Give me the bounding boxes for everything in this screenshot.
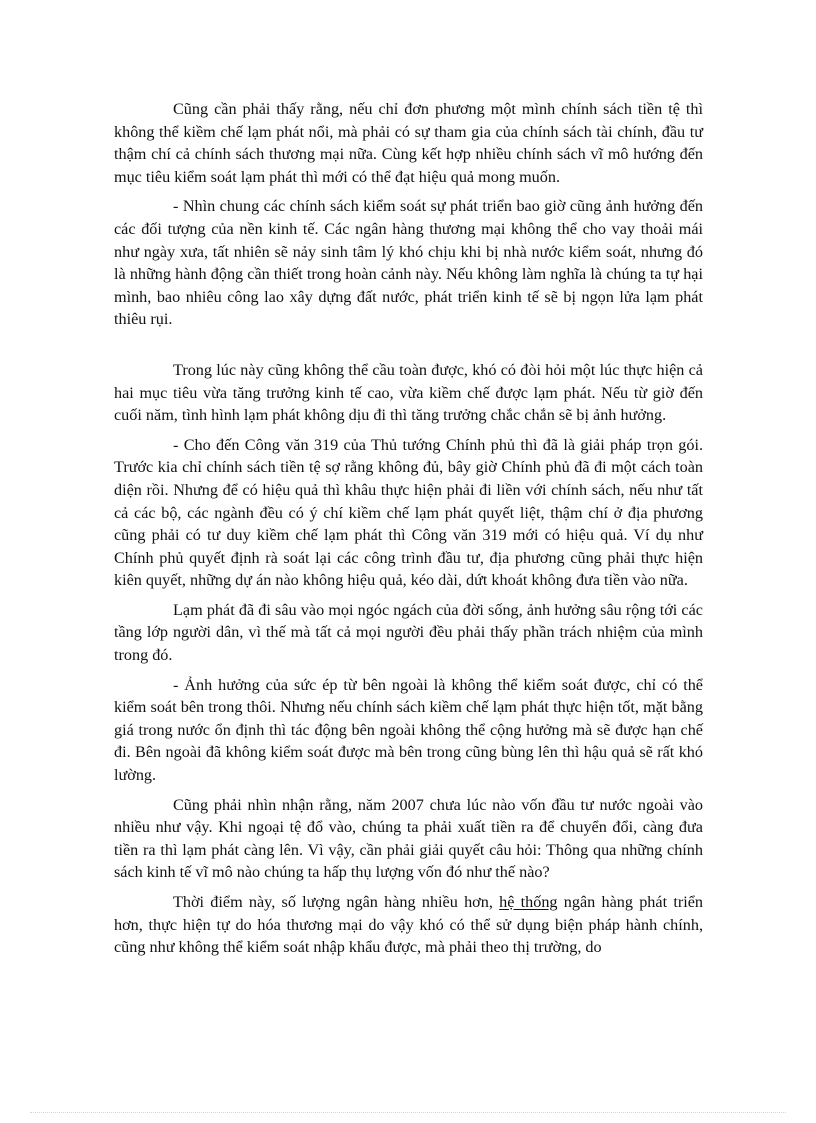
he-thong-link[interactable]: hệ thống [499, 893, 558, 911]
paragraph-5: Lạm phát đã đi sâu vào mọi ngóc ngách của đời sống, ảnh hưởng sâu rộng tới các tầng lớp người dân, vì thế mà tất cả mọi người đều phải thấy phần trách nhiệm của mình trong đó. [114, 600, 703, 665]
paragraph-1: Cũng cần phải thấy rằng, nếu chỉ đơn phương một mình chính sách tiền tệ thì không thể kiềm chế lạm phát nổi, mà phải có sự tham gia của chính sách tài chính, đầu tư thậm chí cả chính sách thương mại nữa. Cùng kết hợp nhiều chính sách vĩ mô hướng đến mục tiêu kiểm soát lạm phát thì mới có thể đạt hiệu quả mong muốn. [114, 100, 703, 186]
paragraph-2: - Nhìn chung các chính sách kiểm soát sự phát triển bao giờ cũng ảnh hưởng đến các đối tượng của nền kinh tế. Các ngân hàng thương mại không thể cho vay thoải mái như ngày xưa, tất nhiên sẽ nảy sinh tâm lý khó chịu khi bị nhà nước kiểm soát, nhưng đó là những hành động cần thiết trong hoàn cảnh này. Nếu không làm nghĩa là chúng ta tự hại mình, bao nhiêu công lao xây dựng đất nước, phát triển kinh tế sẽ bị ngọn lửa lạm phát thiêu rụi. [114, 197, 703, 329]
paragraph-6: - Ảnh hưởng của sức ép từ bên ngoài là không thể kiểm soát được, chỉ có thể kiểm soát bên trong thôi. Nhưng nếu chính sách kiềm chế lạm phát thực hiện tốt, mặt bằng giá trong nước ổn định thì tác động bên ngoài không thể cộng hưởng mà sẽ được hạn chế đi. Bên ngoài đã không kiểm soát được mà bên trong cũng bùng lên thì hậu quả sẽ rất khó lường. [114, 675, 703, 785]
paragraph-8 [114, 891, 703, 959]
paragraph-3: Trong lúc này cũng không thể cầu toàn được, khó có đòi hỏi một lúc thực hiện cả hai mục tiêu vừa tăng trưởng kinh tế cao, vừa kiềm chế được lạm phát. Nếu từ giờ đến cuối năm, tình hình lạm phát không dịu đi thì tăng trưởng chắc chắn sẽ bị ảnh hưởng. [114, 360, 703, 425]
paragraph-4: - Cho đến Công văn 319 của Thủ tướng Chính phủ thì đã là giải pháp trọn gói. Trước kia chỉ chính sách tiền tệ sợ rằng không đủ, bây giờ Chính phủ đã đi một cách toàn diện rồi. Nhưng để có hiệu quả thì khâu thực hiện phải đi liền với chính sách, nếu như tất cả các bộ, các ngành đều có ý chí kiềm chế lạm phát quyết liệt, thậm chí ở địa phương cũng phải có tư duy kiềm chế lạm phát thì Công văn 319 mới có hiệu quả. Ví dụ như Chính phủ quyết định rà soát lại các công trình đầu tư, địa phương cũng phải thực hiện kiên quyết, những dự án nào không hiệu quả, kéo dài, dứt khoát không đưa tiền vào nữa. [114, 435, 703, 590]
page-bottom-divider [30, 1112, 786, 1113]
paragraph-7: Cũng phải nhìn nhận rằng, năm 2007 chưa lúc nào vốn đầu tư nước ngoài vào nhiều như vậy. Khi ngoại tệ đổ vào, chúng ta phải xuất tiền ra để chuyển đổi, càng đưa tiền ra thì lạm phát càng lên. Vì vậy, cần phải giải quyết câu hỏi: Thông qua những chính sách kinh tế vĩ mô nào chúng ta hấp thụ lượng vốn đó như thế nào? [114, 795, 703, 882]
document-body [114, 98, 703, 966]
paragraph-8-start: Thời điểm này, số lượng ngân hàng nhiều hơn, [173, 893, 500, 911]
paragraph-8-end: ngân hàng phát triển hơn, thực hiện tự do hóa thương mại do vậy khó có thể sử dụng biện pháp hành chính, cũng như không thể kiểm soát nhập khẩu được, mà phải theo thị trường, do [114, 893, 703, 957]
